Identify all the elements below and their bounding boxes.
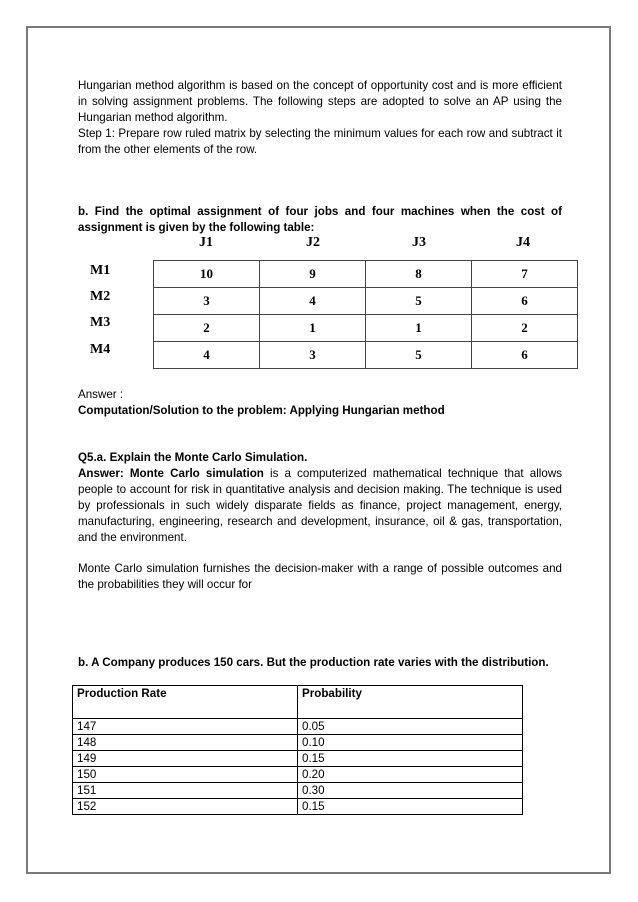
question-b-heading: b. Find the optimal assignment of four jobs and four machines when the cost of assignment is given by the following table: <box>78 205 562 234</box>
rate-cell: 149 <box>73 751 298 767</box>
rate-cell: 151 <box>73 783 298 799</box>
probability-cell: 0.30 <box>298 783 523 799</box>
job-header: J2 <box>306 235 320 250</box>
table-row <box>73 767 523 783</box>
answer-label: Answer : <box>78 388 124 401</box>
machine-label: M4 <box>90 341 111 357</box>
cost-cell: 5 <box>366 288 472 315</box>
table-row <box>73 751 523 767</box>
table-row <box>154 342 578 369</box>
probability-cell: 0.15 <box>298 751 523 767</box>
machine-label: M1 <box>90 263 111 278</box>
cost-cell: 6 <box>472 342 578 369</box>
cost-cell: 9 <box>260 261 366 288</box>
q5a-answer-body: is a computerized mathematical technique that allows people to account for risk in quantitative analysis and decision making. The technique is used by professionals in such widely disparate fields as finance, project management, energy, manufacturing, engineering, research and development, insurance, oil & gas, transportation, and the environment. <box>78 467 562 544</box>
machine-label: M2 <box>90 289 111 305</box>
machine-label: M3 <box>90 315 111 331</box>
cost-cell: 2 <box>472 315 578 342</box>
cost-cell: 5 <box>366 342 472 369</box>
rate-cell: 152 <box>73 799 298 815</box>
step1-paragraph: Step 1: Prepare row ruled matrix by selecting the minimum values for each row and subtract it from the other elements of the row. <box>78 127 562 156</box>
rate-cell: 150 <box>73 767 298 783</box>
table-header-row <box>73 686 523 719</box>
cost-table <box>153 260 578 369</box>
cost-cell: 7 <box>472 261 578 288</box>
cost-cell: 3 <box>260 342 366 369</box>
rate-cell: 148 <box>73 735 298 751</box>
job-header: J4 <box>516 235 530 250</box>
table-row <box>73 735 523 751</box>
q5a-heading: Q5.a. Explain the Monte Carlo Simulation. <box>78 451 308 464</box>
q5b-heading: b. A Company produces 150 cars. But the production rate varies with the distribution. <box>78 656 549 669</box>
q5a-paragraph-2: Monte Carlo simulation furnishes the decision-maker with a range of possible outcomes and the probabilities they will occur for <box>78 562 562 591</box>
probability-cell: 0.20 <box>298 767 523 783</box>
rate-cell: 147 <box>73 719 298 735</box>
job-header: J1 <box>199 235 213 250</box>
answer-text: Computation/Solution to the problem: Applying Hungarian method <box>78 404 445 417</box>
cost-table-machine-labels <box>90 261 110 366</box>
q5a-answer-prefix: Answer: Monte Carlo simulation <box>78 467 264 480</box>
table-row <box>154 288 578 315</box>
column-header: Production Rate <box>73 686 298 719</box>
table-row <box>154 315 578 342</box>
cost-cell: 4 <box>260 288 366 315</box>
cost-cell: 6 <box>472 288 578 315</box>
job-header: J3 <box>412 235 426 250</box>
cost-cell: 3 <box>154 288 260 315</box>
cost-cell: 2 <box>154 315 260 342</box>
cost-cell: 4 <box>154 342 260 369</box>
cost-cell: 1 <box>366 315 472 342</box>
table-row <box>73 783 523 799</box>
cost-cell: 10 <box>154 261 260 288</box>
probability-table <box>72 685 523 815</box>
q5a-answer-paragraph <box>78 466 562 546</box>
probability-cell: 0.15 <box>298 799 523 815</box>
probability-cell: 0.05 <box>298 719 523 735</box>
cost-cell: 1 <box>260 315 366 342</box>
column-header: Probability <box>298 686 523 719</box>
cost-cell: 8 <box>366 261 472 288</box>
table-row <box>73 719 523 735</box>
intro-paragraph: Hungarian method algorithm is based on the concept of opportunity cost and is more efficient in solving assignment problems. The following steps are adopted to solve an AP using the Hungarian method algorithm. <box>78 79 562 124</box>
probability-cell: 0.10 <box>298 735 523 751</box>
table-row <box>73 799 523 815</box>
table-row <box>154 261 578 288</box>
